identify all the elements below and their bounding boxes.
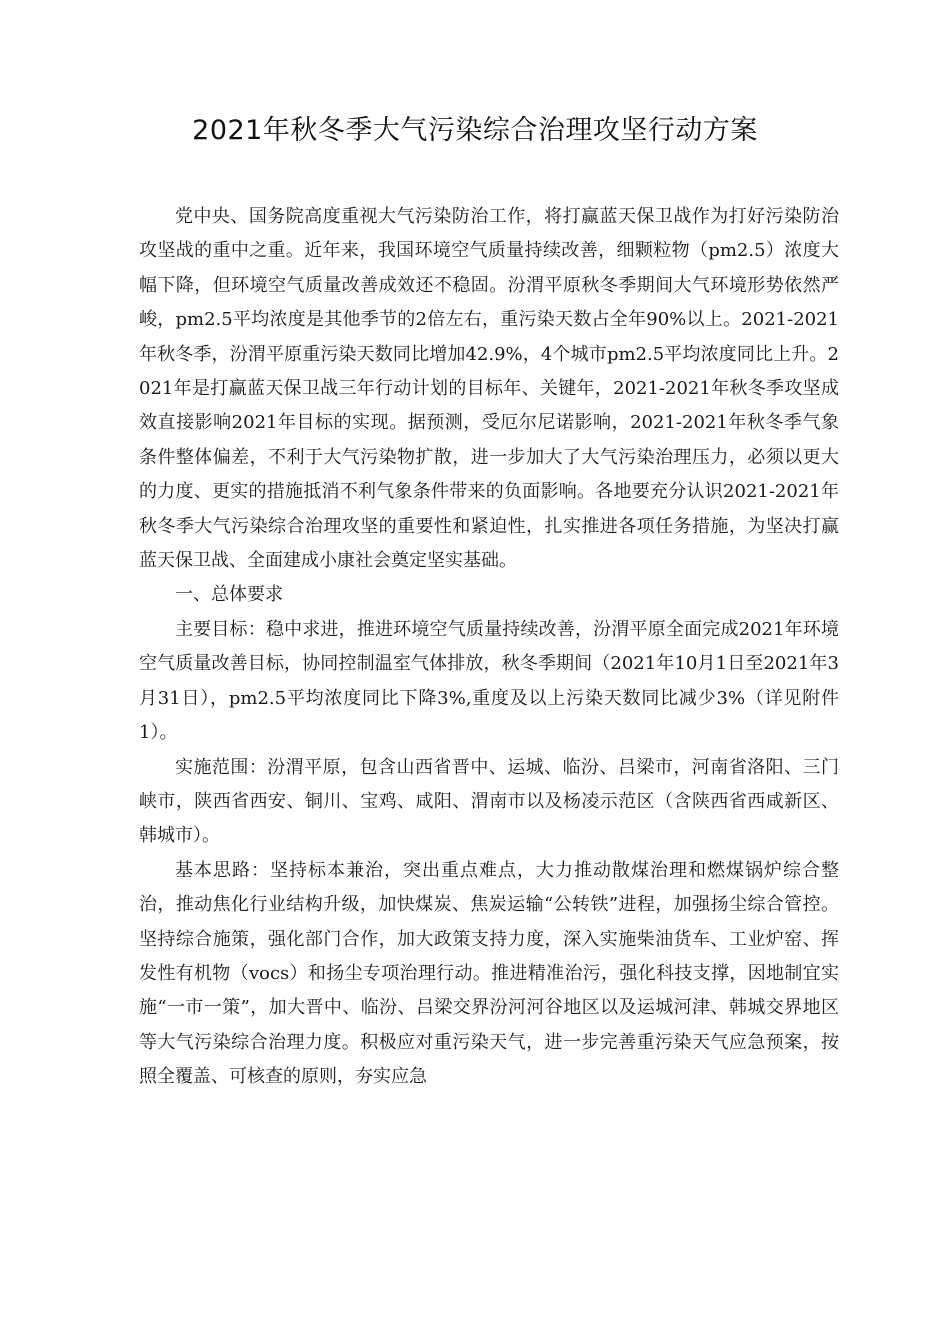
section-heading-general-requirements: 一、总体要求 [175, 584, 283, 606]
main-goals-paragraph: 主要目标：稳中求进，推进环境空气质量持续改善，汾渭平原全面完成2021年环境空气质量改善目标，协同控制温室气体排放，秋冬季期间（2021年10月1日至2021年3月31日），pm2.5平均浓度同比下降3%,重度及以上污染天数同比减少3%（详见附件1）。 [139, 618, 839, 744]
intro-paragraph: 党中央、国务院高度重视大气污染防治工作，将打赢蓝天保卫战作为打好污染防治攻坚战的重中之重。近年来，我国环境空气质量持续改善，细颗粒物（pm2.5）浓度大幅下降，但环境空气质量改善成效还不稳固。汾渭平原秋冬季期间大气环境形势依然严峻，pm2.5平均浓度是其他季节的2倍左右，重污染天数占全年90%以上。2021-2021年秋冬季，汾渭平原重污染天数同比增加42.9%，4个城市pm2.5平均浓度同比上升。2021年是打赢蓝天保卫战三年行动计划的目标年、关键年，2021-2021年秋冬季攻坚成效直接影响2021年目标的实现。据预测，受厄尔尼诺影响，2021-2021年秋冬季气象条件整体偏差，不利于大气污染物扩散，进一步加大了大气污染治理压力，必须以更大的力度、更实的措施抵消不利气象条件带来的负面影响。各地要充分认识2021-2021年秋冬季大气污染综合治理攻坚的重要性和紧迫性，扎实推进各项任务措施，为坚决打赢蓝天保卫战、全面建成小康社会奠定坚实基础。 [139, 206, 839, 572]
scope-paragraph: 实施范围：汾渭平原，包含山西省晋中、运城、临汾、吕梁市，河南省洛阳、三门峡市，陕西省西安、铜川、宝鸡、咸阳、渭南市以及杨凌示范区（含陕西省西咸新区、韩城市）。 [139, 756, 839, 847]
document-body [139, 200, 839, 1095]
document-title: 2021年秋冬季大气污染综合治理攻坚行动方案 [192, 115, 758, 146]
basic-approach-paragraph: 基本思路：坚持标本兼治，突出重点难点，大力推动散煤治理和燃煤锅炉综合整治，推动焦化行业结构升级，加快煤炭、焦炭运输“公转铁”进程，加强扬尘综合管控。坚持综合施策，强化部门合作，加大政策支持力度，深入实施柴油货车、工业炉窑、挥发性有机物（vocs）和扬尘专项治理行动。推进精准治污，强化科技支撑，因地制宜实施“一市一策”，加大晋中、临汾、吕梁交界汾河河谷地区以及运城河津、韩城交界地区等大气污染综合治理力度。积极应对重污染天气，进一步完善重污染天气应急预案，按照全覆盖、可核查的原则，夯实应急 [139, 859, 839, 1088]
